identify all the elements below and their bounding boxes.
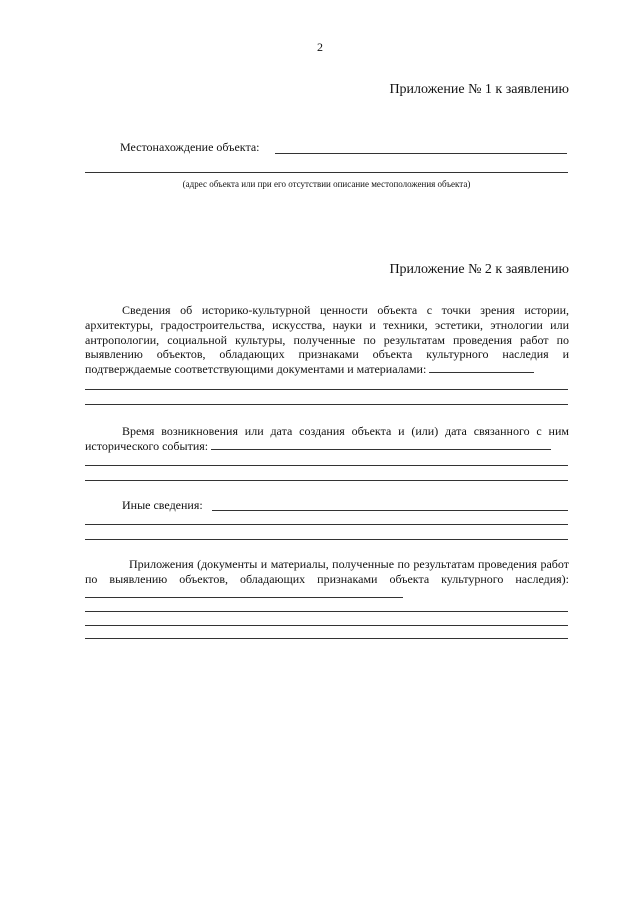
location-caption: (адрес объекта или при его отсутствии описание местоположения объекта) <box>182 179 471 189</box>
other-info-inline-line[interactable] <box>212 510 568 511</box>
location-field-line-2[interactable] <box>85 172 568 173</box>
date-inline-line[interactable] <box>211 440 551 450</box>
attachments-inline-line[interactable] <box>85 588 403 598</box>
location-field-line[interactable] <box>275 153 567 154</box>
date-line-2[interactable] <box>85 480 568 481</box>
attachments-line-3[interactable] <box>85 638 568 639</box>
page-number: 2 <box>317 40 323 54</box>
date-line-1[interactable] <box>85 465 568 466</box>
attachments-paragraph <box>85 557 569 601</box>
historical-value-inline-line[interactable] <box>429 363 534 373</box>
appendix-2-heading: Приложение № 2 к заявлению <box>389 262 569 277</box>
attachments-line-1[interactable] <box>85 611 568 612</box>
location-label: Местонахождение объекта: <box>120 140 260 154</box>
historical-value-line-2[interactable] <box>85 404 568 405</box>
date-paragraph <box>85 424 569 454</box>
appendix-1-heading: Приложение № 1 к заявлению <box>389 82 569 97</box>
historical-value-line-1[interactable] <box>85 389 568 390</box>
other-info-line-2[interactable] <box>85 539 568 540</box>
date-text: Время возникновения или дата создания объекта и (или) дата связанного с ним исторического события: <box>85 424 569 453</box>
attachments-line-2[interactable] <box>85 625 568 626</box>
other-info-line-1[interactable] <box>85 524 568 525</box>
historical-value-text: Сведения об историко-культурной ценности объекта с точки зрения истории, архитектуры, градостроительства, искусства, науки и техники, эстетики, этнологии или антропологии, социальной культуры, полученные по результатам проведения работ по выявлению объектов, обладающих признаками объекта культурного наследия и подтверждаемые соответствующими документами и материалами: <box>85 303 569 377</box>
other-info-label: Иные сведения: <box>122 498 203 512</box>
attachments-text: Приложения (документы и материалы, полученные по результатам проведения работ по выявлению объектов, обладающих признаками объекта культурного наследия): <box>85 557 569 586</box>
historical-value-paragraph <box>85 303 569 377</box>
